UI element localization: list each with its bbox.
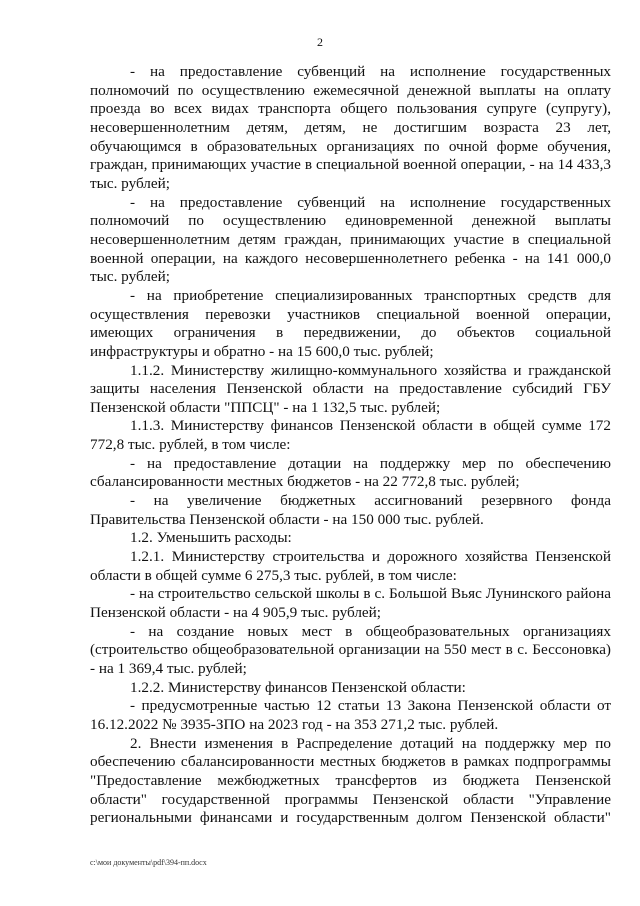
footer-file-path: c:\мои документы\pdf\394-пп.docx <box>90 858 207 867</box>
paragraph: - на создание новых мест в общеобразовательных организациях (строительство общеобразовательной организации на 550 мест в с. Бессоновка) - на 1 369,4 тыс. рублей; <box>90 622 611 677</box>
paragraph: 1.2.2. Министерству финансов Пензенской области: <box>130 678 466 696</box>
paragraph: 1.2. Уменьшить расходы: <box>130 529 292 547</box>
paragraph: - на приобретение специализированных транспортных средств для осуществления перевозки участников специальной военной операции, имеющих ограничения в передвижении, до объектов социальной инфраструктуры и обратно - на 15 600,0 тыс. рублей; <box>90 286 611 360</box>
paragraph: 1.1.2. Министерству жилищно-коммунального хозяйства и гражданской защиты населения Пензенской области на предоставление субсидий ГБУ Пензенской области "ППСЦ" - на 1 132,5 тыс. рублей; <box>90 361 611 416</box>
paragraph: - на строительство сельской школы в с. Большой Вьяс Лунинского района Пензенской области - на 4 905,9 тыс. рублей; <box>90 585 611 622</box>
paragraph: 1.2.1. Министерству строительства и дорожного хозяйства Пензенской области в общей сумме 6 275,3 тыс. рублей, в том числе: <box>90 548 611 584</box>
paragraph: - на увеличение бюджетных ассигнований резервного фонда Правительства Пензенской области - на 150 000 тыс. рублей. <box>90 492 611 528</box>
paragraph: - на предоставление субвенций на исполнение государственных полномочий по осуществлению ежемесячной денежной выплаты на оплату проезда во всех видах транспорта общего пользования супруге (супругу), несовершеннолетним детям, детям, не достигшим возраста 23 лет, обучающимся в образовательных организациях по очной форме обучения, граждан, принимающих участие в специальной военной операции, - на 14 433,3 тыс. рублей; <box>90 63 611 192</box>
page-number: 2 <box>317 35 323 49</box>
paragraph: - на предоставление субвенций на исполнение государственных полномочий по осуществлению единовременной денежной выплаты несовершеннолетним детям граждан, принимающих участие в специальной военной операции, на каждого несовершеннолетнего ребенка - на 141 000,0 тыс. рублей; <box>90 193 611 286</box>
paragraph: 1.1.3. Министерству финансов Пензенской области в общей сумме 172 772,8 тыс. рублей, в том числе: <box>90 417 611 454</box>
document-body <box>90 63 611 828</box>
paragraph: - на предоставление дотации на поддержку мер по обеспечению сбалансированности местных бюджетов - на 22 772,8 тыс. рублей; <box>90 454 611 491</box>
paragraph: - предусмотренные частью 12 статьи 13 Закона Пензенской области от 16.12.2022 № 3935-ЗПО на 2023 год - на 353 271,2 тыс. рублей. <box>90 697 611 733</box>
paragraph: 2. Внести изменения в Распределение дотаций на поддержку мер по обеспечению сбалансированности местных бюджетов в рамках подпрограммы "Предоставление межбюджетных трансфертов из бюджета Пензенской области" государственной программы Пензенской области "Управление региональными финансами и государственным долгом Пензенской области" <box>90 734 611 827</box>
